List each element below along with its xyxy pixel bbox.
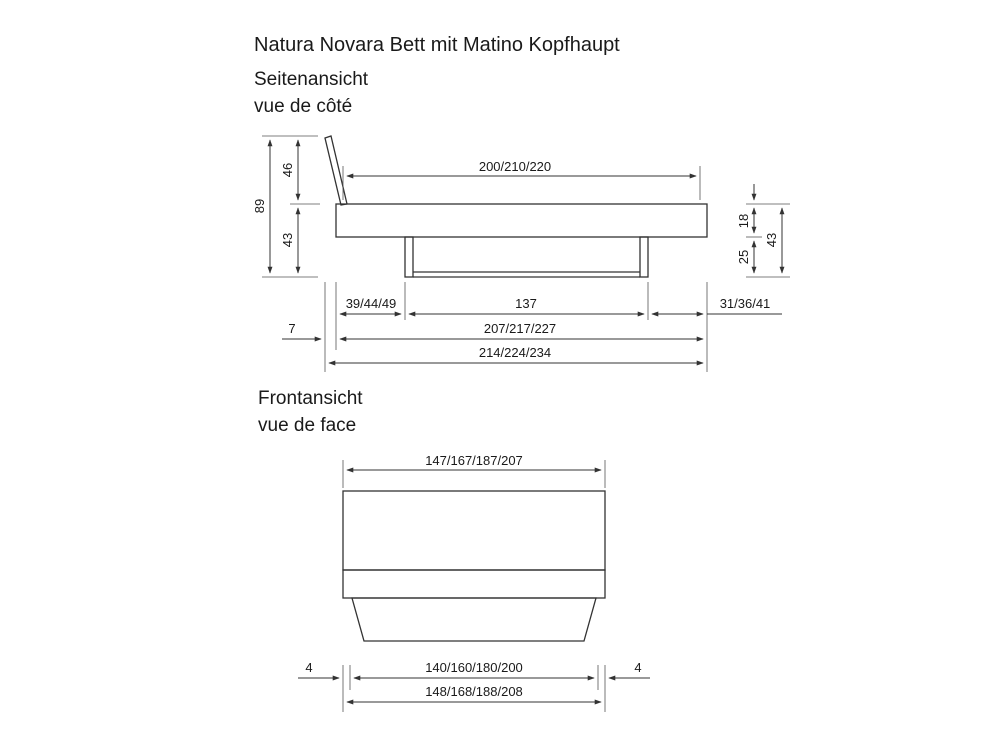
front-base [352, 598, 596, 641]
front-view-label-fr: vue de face [258, 415, 357, 436]
front-headboard [343, 491, 605, 570]
dim-frame-length-label: 207/217/227 [483, 321, 557, 336]
dim-frame-thickness-label: 18 [736, 213, 751, 229]
dim-headboard-offset-label: 7 [288, 321, 296, 336]
dim-headboard-width-label: 147/167/187/207 [425, 453, 523, 468]
dim-total-width-label: 148/168/188/208 [425, 684, 523, 699]
dim-total-length-label: 214/224/234 [478, 345, 552, 360]
dim-headboard-above-label: 46 [280, 162, 295, 178]
dim-foot-overhang-label: 31/36/41 [719, 296, 771, 311]
dim-total-height [252, 136, 318, 277]
drawing-title: Natura Novara Bett mit Matino Kopfhaupt [254, 34, 620, 56]
dim-foot-clearance-label: 25 [736, 249, 751, 265]
dim-side-left-label: 4 [305, 660, 313, 675]
dim-head-overhang-label: 39/44/49 [345, 296, 397, 311]
dim-frame-height-right-label: 43 [764, 232, 779, 248]
front-frame [343, 570, 605, 598]
dim-total-height-label: 89 [252, 198, 267, 214]
dim-mattress-width-label: 140/160/180/200 [425, 660, 523, 675]
side-base [405, 237, 648, 277]
dim-frame-height-label: 43 [280, 232, 295, 248]
front-view [298, 453, 650, 712]
dim-row-frame-length [282, 321, 703, 339]
dim-foot-span-label: 137 [515, 296, 537, 311]
dim-right-group [736, 184, 790, 277]
side-view-label-de: Seitenansicht [254, 69, 369, 90]
dim-frame-height [280, 208, 298, 273]
front-view-label-de: Frontansicht [258, 388, 363, 409]
dim-headboard-above [280, 140, 320, 204]
dim-row-total-length [329, 345, 703, 363]
dim-row-mattress-width [298, 660, 650, 678]
dim-mattress-length-label: 200/210/220 [478, 159, 552, 174]
dim-mattress-length [343, 159, 700, 200]
dim-side-right-label: 4 [634, 660, 642, 675]
side-frame [336, 204, 707, 237]
dim-headboard-width [343, 453, 605, 488]
side-view [252, 136, 790, 372]
dim-row-total-width [347, 684, 601, 702]
side-view-label-fr: vue de côté [254, 96, 353, 117]
side-headboard [325, 136, 347, 205]
dim-row-overhangs [340, 296, 782, 314]
